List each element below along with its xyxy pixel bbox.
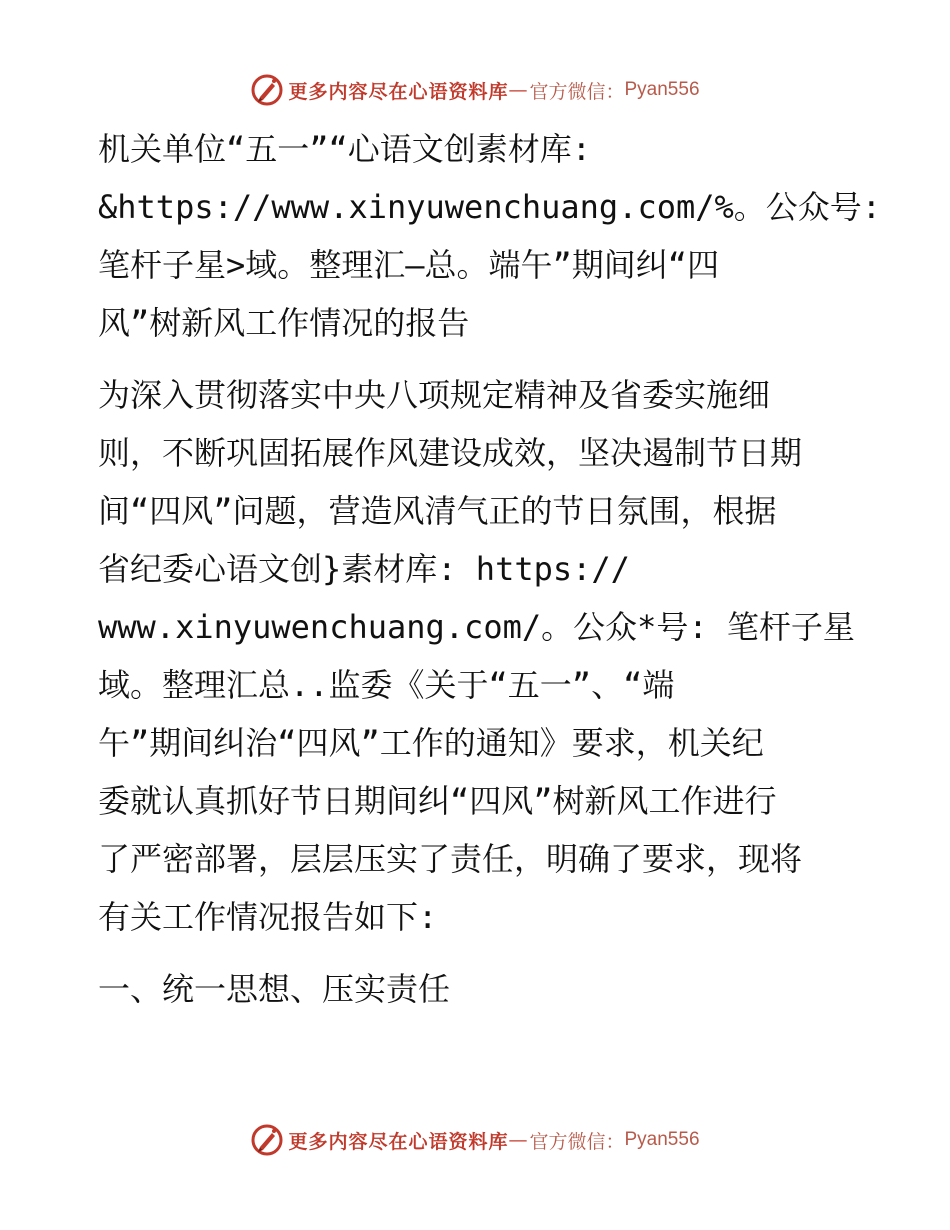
banner-wechat-label: 官方微信： <box>529 1130 625 1153</box>
body-line: 午”期间纠治“四风”工作的通知》要求，机关纪 <box>98 724 764 762</box>
footer-banner <box>0 1120 950 1160</box>
body-line: 为深入贯彻落实中央八项规定精神及省委实施细 <box>98 376 771 414</box>
header-banner <box>0 70 950 110</box>
banner-wechat-id: Pyan556 <box>624 1129 700 1150</box>
body-line: 有关工作情况报告如下: <box>98 898 438 936</box>
body-line: www.xinyuwenchuang.com/。公众*号: 笔杆子星 <box>98 608 855 646</box>
body-line: 委就认真抓好节日期间纠“四风”树新风工作进行 <box>98 782 777 820</box>
pen-emblem-icon <box>250 1123 284 1157</box>
title-line: 风”树新风工作情况的报告 <box>98 304 470 342</box>
banner-separator: — <box>508 79 528 101</box>
body-line: 了严密部署，层层压实了责任，明确了要求，现将 <box>98 840 803 878</box>
body-line: 省纪委心语文创}素材库: https:// <box>98 550 630 588</box>
banner-slogan: 更多内容尽在心语资料库 <box>288 1130 509 1153</box>
title-line: 机关单位“五一”“心语文创素材库: <box>98 130 592 168</box>
title-line: 笔杆子星>域。整理汇—总。端午”期间纠“四 <box>98 246 720 284</box>
body-line: 则，不断巩固拓展作风建设成效，坚决遏制节日期 <box>98 434 803 472</box>
title-line: &https://www.xinyuwenchuang.com/%。公众号: <box>98 188 882 226</box>
banner-wechat-label: 官方微信： <box>529 80 625 103</box>
body-line: 间“四风”问题，营造风清气正的节日氛围，根据 <box>98 492 777 530</box>
banner-separator: — <box>508 1129 528 1151</box>
body-line: 域。整理汇总..监委《关于“五一”、“端 <box>98 666 675 704</box>
banner-slogan: 更多内容尽在心语资料库 <box>288 80 509 103</box>
pen-emblem-icon <box>250 73 284 107</box>
banner-wechat-id: Pyan556 <box>624 79 700 100</box>
document-body <box>98 120 882 1018</box>
section-heading: 一、统一思想、压实责任 <box>98 970 451 1008</box>
